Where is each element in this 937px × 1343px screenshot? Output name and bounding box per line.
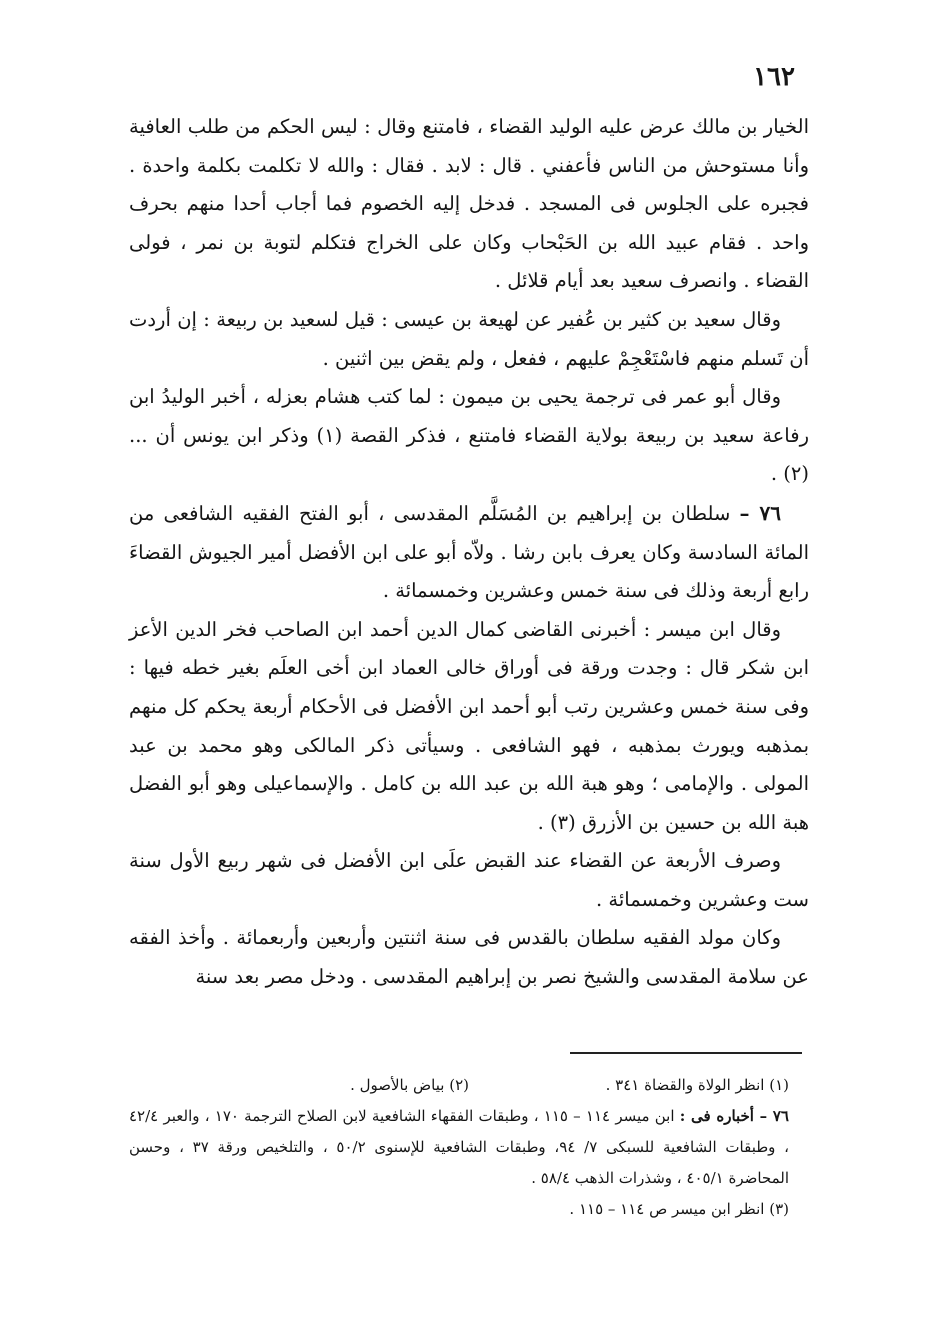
page-number: ١٦٢ [753, 62, 795, 92]
paragraph: وقال سعيد بن كثير بن عُفير عن لهيعة بن عيسى : قيل لسعيد بن ربيعة : إن أردت أن تَسلم منهم فاسْتَعْجِمْ عليهم ، ففعل ، ولم يقض بين اثنين . [129, 307, 809, 370]
paragraph: وقال ابن ميسر : أخبرنى القاضى كمال الدين أحمد ابن الصاحب فخر الدين الأعز ابن شكر قال : وجدت ورقة فى أوراق خالى العماد ابن أخى العلَم بغير خطه فيها : وفى سنة خمس وعشرين رتب أبو أحمد ابن الأفضل فى الأحكام أربعة يحكم كل منهم بمذهبه ويورث بمذهبه ، فهو الشافعى . وسيأتى ذكر المالكى وهو محمد بن عبد المولى . والإمامى ؛ وهو هبة الله بن عبد الله بن كامل . والإسماعيلى وهو أبو الفضل هبة الله بن حسين بن الأزرق (٣) . [129, 617, 809, 834]
paragraph: وقال أبو عمر فى ترجمة يحيى بن ميمون : لما كتب هشام بعزله ، أخبر الوليدُ ابن رفاعة سعيد بن ربيعة بولاية القضاء فامتنع ، فذكر القصة (١) وذكر ابن يونس أن ... (٢) . [129, 385, 809, 486]
footnote-1: (١) انظر الولاة والقضاة ٣٤١ . [605, 1076, 789, 1094]
footnote-2: (٢) بياض بالأصول . [350, 1076, 469, 1094]
main-text [129, 108, 809, 997]
footnote-entry-text: ابن ميسر ١١٤ – ١١٥ ، وطبقات الفقهاء الشافعية لابن الصلاح الترجمة ١٧٠ ، والعبر ٤٢/٤ ، وطبقات الشافعية للسبكى ٧/ ٩٤، وطبقات الشافعية للإسنوى ٥٠/٢ ، والتلخيص ورقة ٣٧ ، وحسن المحاضرة ٤٠٥/١ ، وشذرات الذهب ٥٨/٤ . [129, 1107, 789, 1187]
paragraph: وكان مولد الفقيه سلطان بالقدس فى سنة اثنتين وأربعين وأربعمائة . وأخذ الفقه عن سلامة المقدسى والشيخ نصر بن إبراهيم المقدسى . ودخل مصر بعد سنة [129, 926, 809, 989]
footnote-row [129, 1070, 809, 1101]
paragraph: وصرف الأربعة عن القضاء عند القبض علَى ابن الأفضل فى شهر ربيع الأول سنة ست وعشرين وخمسمائة . [129, 849, 809, 911]
entry-paragraph [129, 494, 809, 611]
entry-number: ٧٦ – [739, 500, 782, 525]
paragraph-continuation: الخيار بن مالك عرض عليه الوليد القضاء ، فامتنع وقال : ليس الحكم من طلب العافية وأنا مستوحش من الناس فأعفني . قال : لابد . فقال : والله لا تكلمت بكلمة واحدة . فجبره على الجلوس فى المسجد . فدخل إليه الخصوم فما أجاب أحدا منهم بحرف واحد . فقام عبيد الله بن الحَبْحاب وكان على الخراج فتكلم لتوبة بن نمر ، فولى القضاء . وانصرف سعيد بعد أيام قلائل . [129, 115, 809, 293]
footnote-entry-label: ٧٦ – أخباره فى : [679, 1107, 789, 1125]
footnote-3: (٣) انظر ابن ميسر ص ١١٤ – ١١٥ . [569, 1200, 789, 1218]
footnote-divider [570, 1052, 802, 1054]
footnote-entry-76 [129, 1101, 809, 1194]
entry-text: سلطان بن إبراهيم بن المُسَلَّم المقدسى ، أبو الفتح الفقيه الشافعى من المائة السادسة وكان يعرف بابن رشا . ولاّه أبو على ابن الأفضل أمير الجيوش القضاءَ رابع أربعة وذلك فى سنة خمس وعشرين وخمسمائة . [129, 501, 809, 603]
footnotes [129, 1070, 809, 1225]
